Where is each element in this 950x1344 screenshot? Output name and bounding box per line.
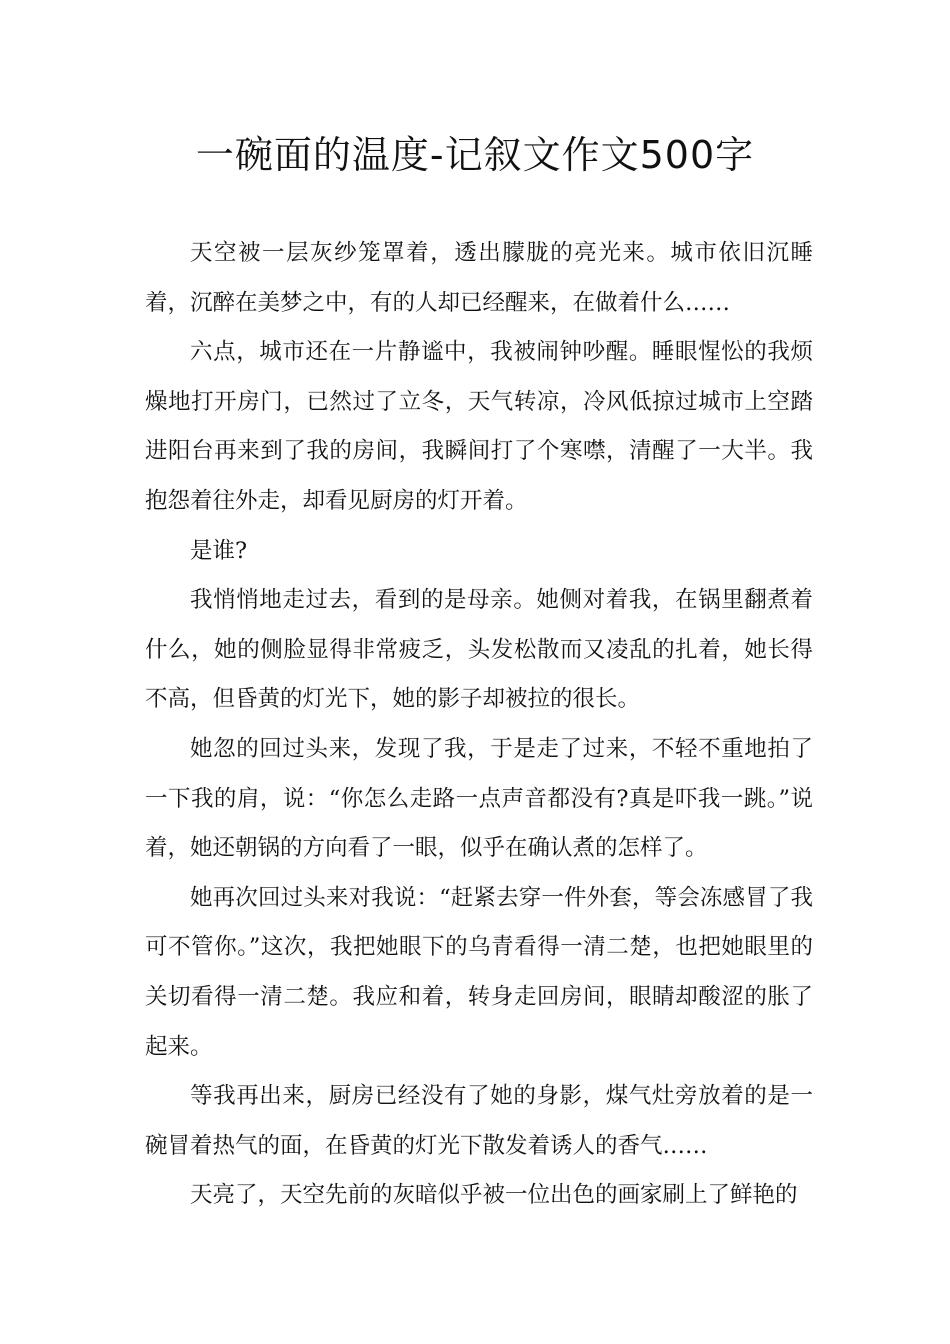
document-body bbox=[145, 229, 813, 1221]
paragraph: 我悄悄地走过去，看到的是母亲。她侧对着我，在锅里翻煮着什么，她的侧脸显得非常疲乏，头发松散而又凌乱的扎着，她长得不高，但昏黄的灯光下，她的影子却被拉的很长。 bbox=[145, 587, 813, 713]
paragraph: 等我再出来，厨房已经没有了她的身影，煤气灶旁放着的是一碗冒着热气的面，在昏黄的灯光下散发着诱人的香气…… bbox=[145, 1083, 813, 1159]
paragraph: 天空被一层灰纱笼罩着，透出朦胧的亮光来。城市依旧沉睡着，沉醉在美梦之中，有的人却已经醒来，在做着什么…… bbox=[145, 240, 813, 316]
paragraph: 是谁? bbox=[190, 537, 248, 564]
paragraph: 她再次回过头来对我说：“赶紧去穿一件外套，等会冻感冒了我可不管你。”这次，我把她眼下的乌青看得一清二楚，也把她眼里的关切看得一清二楚。我应和着，转身走回房间，眼睛却酸涩的胀了起来。 bbox=[145, 884, 813, 1060]
paragraph: 她忽的回过头来，发现了我，于是走了过来，不轻不重地拍了一下我的肩，说：“你怎么走路一点声音都没有?真是吓我一跳。”说着，她还朝锅的方向看了一眼，似乎在确认煮的怎样了。 bbox=[145, 735, 813, 862]
paragraph: 六点，城市还在一片静谧中，我被闹钟吵醒。睡眼惺忪的我烦燥地打开房门，已然过了立冬，天气转凉，冷风低掠过城市上空踏进阳台再来到了我的房间，我瞬间打了个寒噤，清醒了一大半。我抱怨着往外走，却看见厨房的灯开着。 bbox=[145, 339, 813, 514]
document-title: 一碗面的温度-记叙文作文500字 bbox=[195, 133, 755, 177]
paragraph: 天亮了，天空先前的灰暗似乎被一位出色的画家刷上了鲜艳的 bbox=[190, 1182, 798, 1209]
